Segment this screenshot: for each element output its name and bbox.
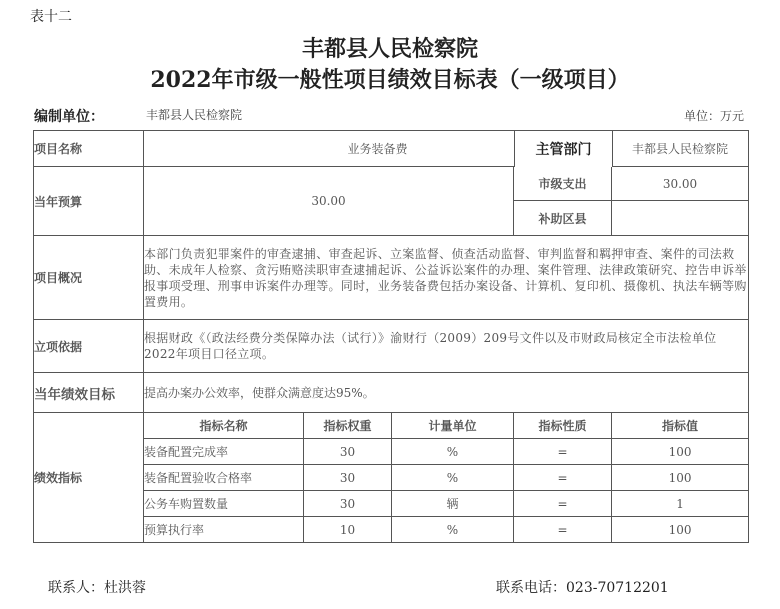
indicator-unit: % <box>392 517 514 543</box>
indicator-value: 100 <box>612 439 749 465</box>
indicator-value: 100 <box>612 517 749 543</box>
indicator-nature: = <box>514 465 612 491</box>
contact-person: 联系人：杜洪蓉 <box>48 580 146 596</box>
indicator-header-name: 指标名称 <box>144 413 304 439</box>
basis-label: 立项依据 <box>34 320 144 373</box>
indicator-weight: 30 <box>304 465 392 491</box>
indicator-unit: % <box>392 465 514 491</box>
dept-value: 丰都县人民检察院 <box>612 131 749 167</box>
indicators-label: 绩效指标 <box>34 413 144 543</box>
budget-label: 当年预算 <box>34 167 144 236</box>
indicator-nature: = <box>514 439 612 465</box>
city-expense-value: 30.00 <box>612 167 749 201</box>
indicator-header-nature: 指标性质 <box>514 413 612 439</box>
org-label: 编制单位： <box>34 109 104 125</box>
indicator-nature: = <box>514 491 612 517</box>
contact-phone: 联系电话：023-70712201 <box>496 580 669 596</box>
org-value: 丰都县人民检察院 <box>146 108 243 122</box>
performance-table <box>33 130 749 543</box>
project-name-value: 业务装备费 <box>144 131 612 167</box>
overview-text: 本部门负责犯罪案件的审查逮捕、审查起诉、立案监督、侦查活动监督、审判监督和羁押审查、案件的司法救助、未成年人检察、贪污贿赂渎职审查逮捕起诉、公益诉讼案件的办理、案件管理、法律政策研究、控告申诉举报事项受理、刑事申诉案件办理等。同时，业务装备费包括办案设备、计算机、复印机、摄像机、执法车辆等购置费用。 <box>144 236 749 320</box>
dept-label: 主管部门 <box>514 131 613 167</box>
indicator-name: 预算执行率 <box>144 517 304 543</box>
budget-value: 30.00 <box>144 167 514 236</box>
table-number: 表十二 <box>30 9 72 25</box>
indicator-weight: 30 <box>304 491 392 517</box>
project-name-label: 项目名称 <box>34 131 144 167</box>
indicator-header-value: 指标值 <box>612 413 749 439</box>
goal-text: 提高办案办公效率，使群众满意度达95%。 <box>144 373 749 413</box>
indicator-unit: 辆 <box>392 491 514 517</box>
indicator-name: 装备配置完成率 <box>144 439 304 465</box>
indicator-header-unit: 计量单位 <box>392 413 514 439</box>
overview-label: 项目概况 <box>34 236 144 320</box>
page-title: 丰都县人民检察院 <box>301 36 478 62</box>
city-expense-label: 市级支出 <box>514 167 612 201</box>
indicator-weight: 10 <box>304 517 392 543</box>
indicator-weight: 30 <box>304 439 392 465</box>
unit-label: 单位：万元 <box>683 109 744 123</box>
county-subsidy-value <box>612 201 749 236</box>
county-subsidy-label: 补助区县 <box>514 201 612 236</box>
page-subtitle: 2022年市级一般性项目绩效目标表（一级项目） <box>150 67 630 93</box>
indicator-value: 100 <box>612 465 749 491</box>
indicator-value: 1 <box>612 491 749 517</box>
indicator-name: 公务车购置数量 <box>144 491 304 517</box>
basis-text: 根据财政《（政法经费分类保障办法（试行）》渝财行（2009）209号文件以及市财政局核定全市法检单位2022年项目口径立项。 <box>144 320 749 373</box>
indicator-header-weight: 指标权重 <box>304 413 392 439</box>
indicator-nature: = <box>514 517 612 543</box>
indicator-name: 装备配置验收合格率 <box>144 465 304 491</box>
indicator-unit: % <box>392 439 514 465</box>
goal-label: 当年绩效目标 <box>34 373 144 413</box>
